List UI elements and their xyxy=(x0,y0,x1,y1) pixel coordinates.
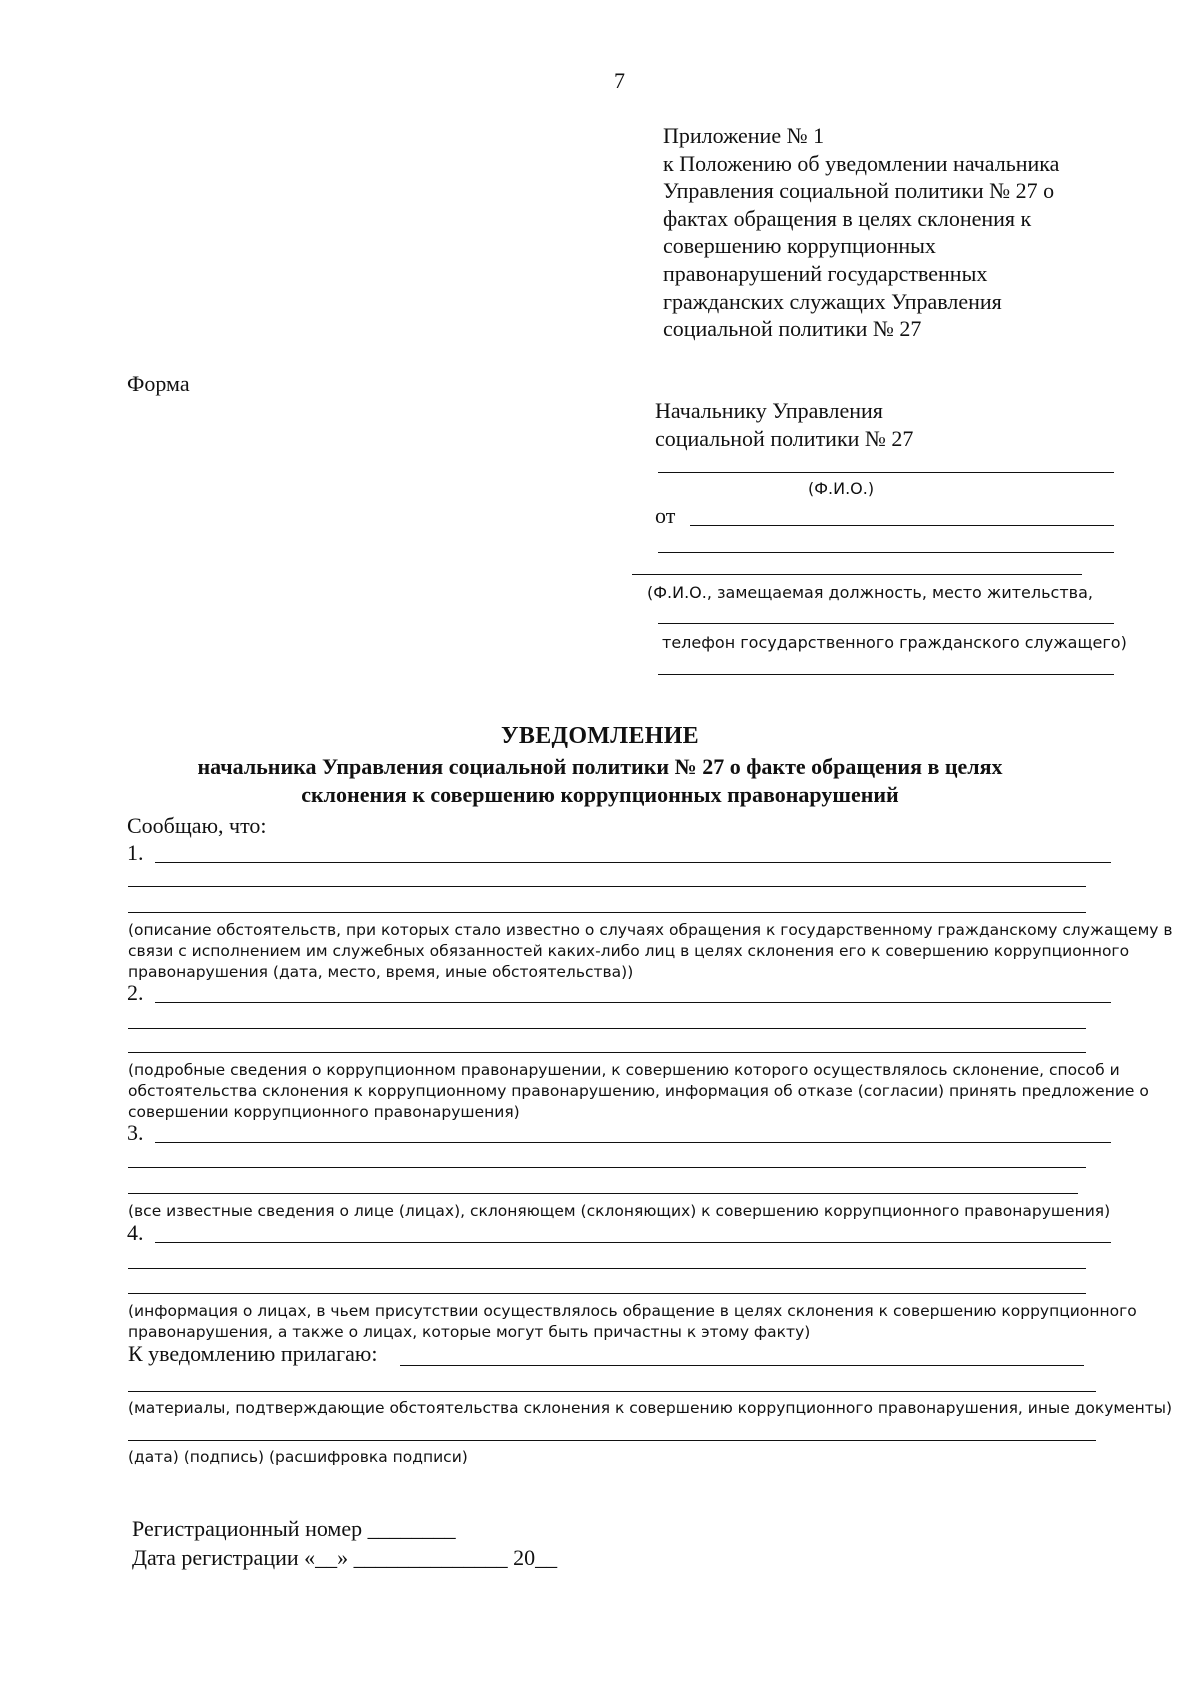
from-field-3[interactable] xyxy=(632,574,1082,575)
item-3-note xyxy=(128,1201,1110,1222)
subtitle-line: склонения к совершению коррупционных правонарушений xyxy=(301,782,899,807)
item-1-field[interactable] xyxy=(155,862,1111,863)
registration-date[interactable]: Дата регистрации «__» ______________ 20__ xyxy=(132,1545,558,1570)
registration-number-field[interactable]: ________ xyxy=(367,1516,456,1541)
note-line: правонарушения (дата, место, время, иные обстоятельства)) xyxy=(128,963,634,981)
note-line: (описание обстоятельств, при которых стало известно о случаях обращения к государственному гражданскому служащему в xyxy=(128,921,1173,939)
item-1-field-2[interactable] xyxy=(128,886,1086,887)
note-line: связи с исполнением им служебных обязанностей каких-либо лиц в целях склонения его к совершению коррупционного xyxy=(128,942,1130,960)
document-subtitle xyxy=(100,753,1100,809)
from-field[interactable] xyxy=(690,525,1114,526)
note-line: совершении коррупционного правонарушения) xyxy=(128,1103,520,1121)
signature-caption: (дата) (подпись) (расшифровка подписи) xyxy=(128,1448,468,1466)
appendix-line: социальной политики № 27 xyxy=(663,316,922,342)
head-fio-field[interactable] xyxy=(658,472,1114,473)
attachments-field[interactable] xyxy=(400,1365,1084,1366)
addressee xyxy=(655,397,913,453)
sender-caption-2: телефон государственного гражданского служащего) xyxy=(662,633,1127,652)
subtitle-line: начальника Управления социальной политики № 27 о факте обращения в целях xyxy=(197,754,1003,779)
item-number: 2. xyxy=(127,980,144,1005)
sender-caption: (Ф.И.О., замещаемая должность, место жительства, xyxy=(647,583,1093,602)
addressee-line: Начальнику Управления xyxy=(655,398,883,423)
note-line: (все известные сведения о лице (лицах), склоняющем (склоняющих) к совершению коррупционного правонарушения) xyxy=(128,1202,1111,1220)
signature-field[interactable] xyxy=(128,1440,1096,1441)
sender-field-2[interactable] xyxy=(658,674,1114,675)
item-number: 4. xyxy=(127,1220,144,1245)
from-field-2[interactable] xyxy=(658,552,1114,553)
appendix-line: гражданских служащих Управления xyxy=(663,288,1002,314)
item-2-field[interactable] xyxy=(155,1002,1111,1003)
intro-text: Сообщаю, что: xyxy=(127,813,267,838)
item-number: 1. xyxy=(127,840,144,865)
appendix-line: Управления социальной политики № 27 о xyxy=(663,178,1055,204)
from-label: от xyxy=(655,503,676,528)
item-2-field-2[interactable] xyxy=(128,1028,1086,1029)
attachments-field-2[interactable] xyxy=(128,1391,1096,1392)
appendix-line: правонарушений государственных xyxy=(663,260,988,286)
item-3-field-3[interactable] xyxy=(128,1193,1078,1194)
item-1-note xyxy=(128,920,1173,983)
registration-number-label: Регистрационный номер xyxy=(132,1516,363,1541)
appendix-line: к Положению об уведомлении начальника xyxy=(663,150,1060,176)
item-1-field-3[interactable] xyxy=(128,912,1086,913)
item-4-field-3[interactable] xyxy=(128,1293,1086,1294)
item-3-field-2[interactable] xyxy=(128,1167,1086,1168)
appendix-header xyxy=(663,122,1059,343)
note-line: правонарушения, а также о лицах, которые могут быть причастны к этому факту) xyxy=(128,1323,811,1341)
page-number: 7 xyxy=(614,68,625,93)
note-line: (информация о лицах, в чьем присутствии осуществлялось обращение в целях склонения к совершению коррупционного xyxy=(128,1302,1137,1320)
fio-caption: (Ф.И.О.) xyxy=(808,479,875,498)
item-4-note xyxy=(128,1301,1137,1343)
item-3-field[interactable] xyxy=(155,1142,1111,1143)
document-title: УВЕДОМЛЕНИЕ xyxy=(501,723,699,749)
item-2-note xyxy=(128,1060,1149,1123)
sender-field[interactable] xyxy=(658,623,1114,624)
item-number: 3. xyxy=(127,1120,144,1145)
appendix-line: совершению коррупционных xyxy=(663,233,936,259)
item-2-field-3[interactable] xyxy=(128,1052,1086,1053)
appendix-line: фактах обращения в целях склонения к xyxy=(663,205,1032,231)
form-label: Форма xyxy=(127,371,190,396)
addressee-line: социальной политики № 27 xyxy=(655,426,914,451)
appendix-line: Приложение № 1 xyxy=(663,123,825,148)
attachments-label: К уведомлению прилагаю: xyxy=(128,1341,378,1366)
note-line: обстоятельства склонения к коррупционному правонарушению, информация об отказе (согласии) принять предложение о xyxy=(128,1082,1149,1100)
item-4-field-2[interactable] xyxy=(128,1268,1086,1269)
registration-number-row xyxy=(132,1516,456,1542)
item-4-field[interactable] xyxy=(155,1242,1111,1243)
attachments-note: (материалы, подтверждающие обстоятельства склонения к совершению коррупционного правонарушения, иные документы) xyxy=(128,1399,1173,1417)
note-line: (подробные сведения о коррупционном правонарушении, к совершению которого осуществлялось склонение, способ и xyxy=(128,1061,1120,1079)
